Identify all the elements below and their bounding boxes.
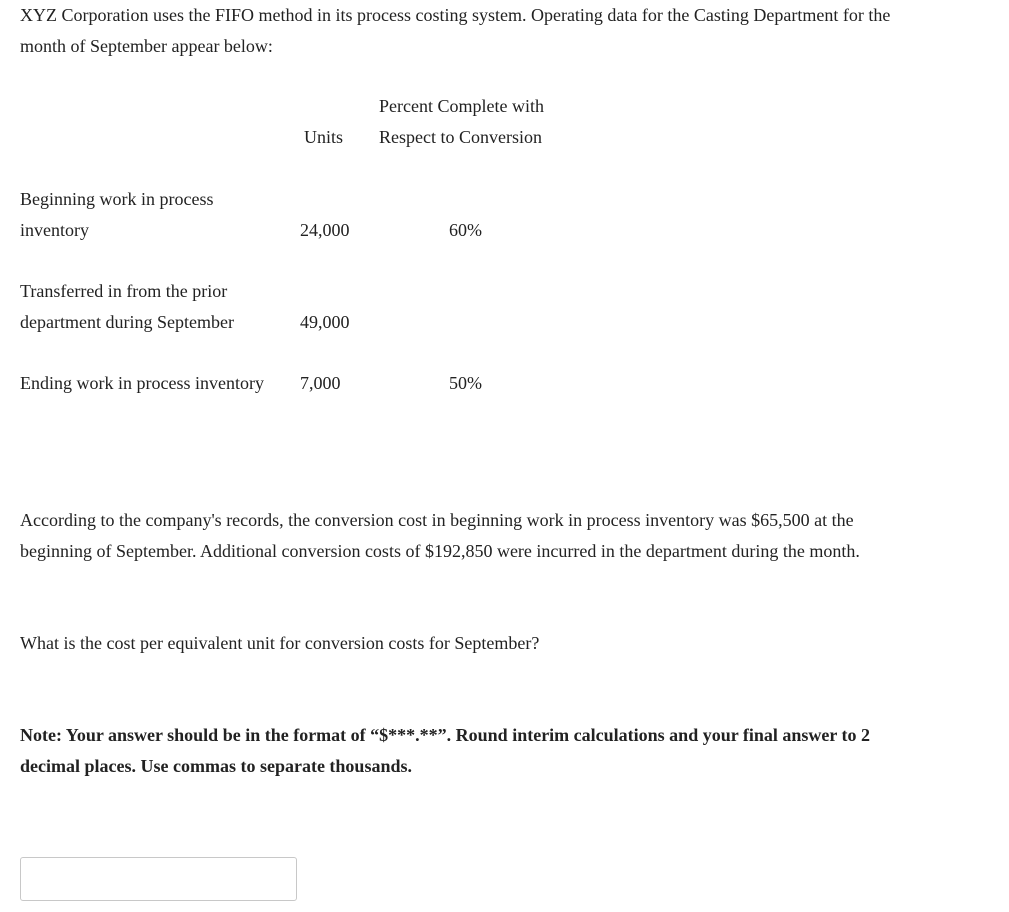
note-line-1: Note: Your answer should be in the format of “$***.**”. Round interim calculations and your final answer to 2: [20, 725, 871, 745]
records-paragraph: [20, 505, 980, 567]
intro-line-2: month of September appear below:: [20, 36, 273, 56]
row-pct-beginning-wip: 60%: [449, 220, 482, 240]
records-line-2: beginning of September. Additional conversion costs of $192,850 were incurred in the department during the month.: [20, 541, 860, 561]
row-pct-ending-wip: 50%: [449, 373, 482, 393]
question-text: What is the cost per equivalent unit for conversion costs for September?: [20, 633, 540, 653]
row-label-ending-wip: Ending work in process inventory: [20, 373, 264, 393]
row-label-transferred-in: [20, 276, 234, 338]
note-line-2: decimal places. Use commas to separate thousands.: [20, 756, 412, 776]
row-label-line-1: Beginning work in process: [20, 189, 214, 209]
answer-input[interactable]: [20, 857, 297, 901]
row-label-line-2: department during September: [20, 312, 234, 332]
row-units-beginning-wip: 24,000: [300, 220, 350, 240]
header-percent-line-1: Percent Complete with: [379, 96, 544, 116]
intro-line-1: XYZ Corporation uses the FIFO method in its process costing system. Operating data for the Casting Department for the: [20, 5, 891, 25]
header-percent-line-2: Respect to Conversion: [379, 127, 542, 147]
row-units-ending-wip: 7,000: [300, 373, 341, 393]
row-label-line-2: inventory: [20, 220, 89, 240]
row-label-line-1: Transferred in from the prior: [20, 281, 228, 301]
note-paragraph: [20, 720, 980, 782]
records-line-1: According to the company's records, the conversion cost in beginning work in process inventory was $65,500 at the: [20, 510, 854, 530]
row-label-beginning-wip: [20, 184, 213, 246]
header-units: Units: [304, 127, 344, 147]
row-units-transferred-in: 49,000: [300, 312, 350, 332]
header-percent-complete: [379, 91, 544, 153]
intro-paragraph: [20, 0, 995, 62]
